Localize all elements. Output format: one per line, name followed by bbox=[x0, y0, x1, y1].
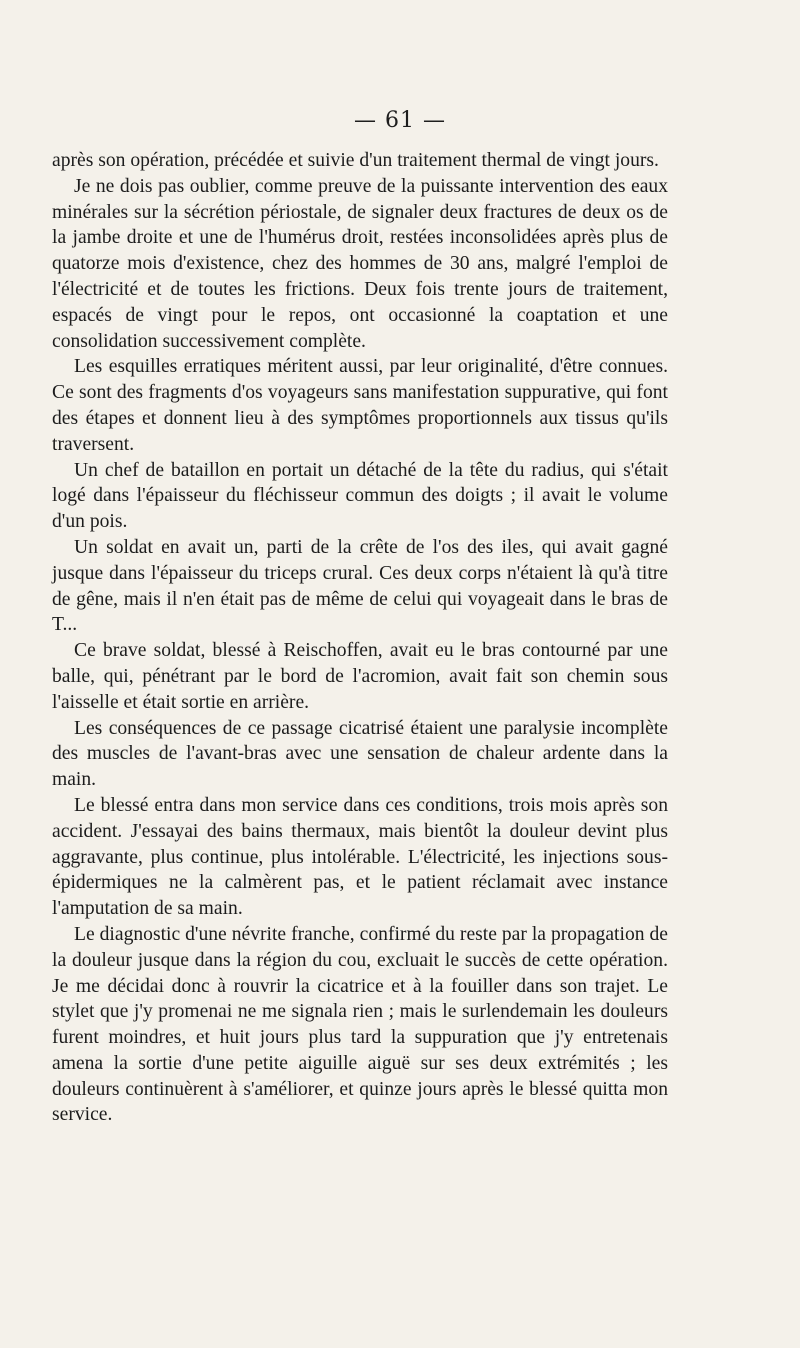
paragraph: Les esquilles erratiques méritent aussi, par leur originalité, d'être connues. Ce sont des fragments d'os voyageurs sans manifestation suppurative, qui font des étapes et donnent lieu à des symptômes proportionnels aux tissus qu'ils traversent. bbox=[52, 356, 668, 455]
paragraph: Un soldat en avait un, parti de la crête de l'os des iles, qui avait gagné jusque dans l'épaisseur du triceps crural. Ces deux corps n'étaient là qu'à titre de gêne, mais il n'en était pas de même de celui qui voyageait dans le bras de T... bbox=[52, 536, 668, 636]
body-text bbox=[52, 148, 668, 1128]
paragraph: Les conséquences de ce passage cicatrisé étaient une paralysie incomplète des muscles de l'avant-bras avec une sensation de chaleur ardente dans la main. bbox=[52, 717, 668, 791]
paragraph: Un chef de bataillon en portait un détaché de la tête du radius, qui s'était logé dans l'épaisseur du fléchisseur commun des doigts ; il avait le volume d'un pois. bbox=[52, 459, 668, 533]
paragraph: après son opération, précédée et suivie d'un traitement thermal de vingt jours. bbox=[52, 150, 659, 171]
paragraph: Le blessé entra dans mon service dans ces conditions, trois mois après son accident. J'essayai des bains thermaux, mais bientôt la douleur devint plus aggravante, plus continue, plus intolérable. L'électricité, les injections sous-épidermiques ne la calmèrent pas, et le patient réclamait avec instance l'amputation de sa main. bbox=[52, 794, 668, 920]
paragraph: Le diagnostic d'une névrite franche, confirmé du reste par la propagation de la douleur jusque dans la région du cou, excluait le succès de cette opération. Je me décidai donc à rouvrir la cicatrice et à la fouiller dans son trajet. Le stylet que j'y promenai ne me signala rien ; mais le surlendemain les douleurs furent moindres, et huit jours plus tard la suppuration que j'y entretenais amena la sortie d'une petite aiguille aiguë sur ses deux extrémités ; les douleurs continuèrent à s'améliorer, et quinze jours après le blessé quitta mon service. bbox=[52, 923, 668, 1126]
page-number: — 61 — bbox=[354, 108, 446, 133]
paragraph: Je ne dois pas oublier, comme preuve de la puissante intervention des eaux minérales sur la sécrétion périostale, de signaler deux fractures de deux os de la jambe droite et une de l'humérus droit, restées inconsolidées après plus de quatorze mois d'existence, chez des hommes de 30 ans, malgré l'emploi de l'électricité et de toutes les frictions. Deux fois trente jours de traitement, espacés de vingt pour le repos, ont occasionné la coaptation et une consolidation successivement complète. bbox=[52, 175, 668, 352]
paragraph: Ce brave soldat, blessé à Reischoffen, avait eu le bras contourné par une balle, qui, pénétrant par le bord de l'acromion, avait fait son chemin sous l'aisselle et était sortie en arrière. bbox=[52, 640, 668, 713]
